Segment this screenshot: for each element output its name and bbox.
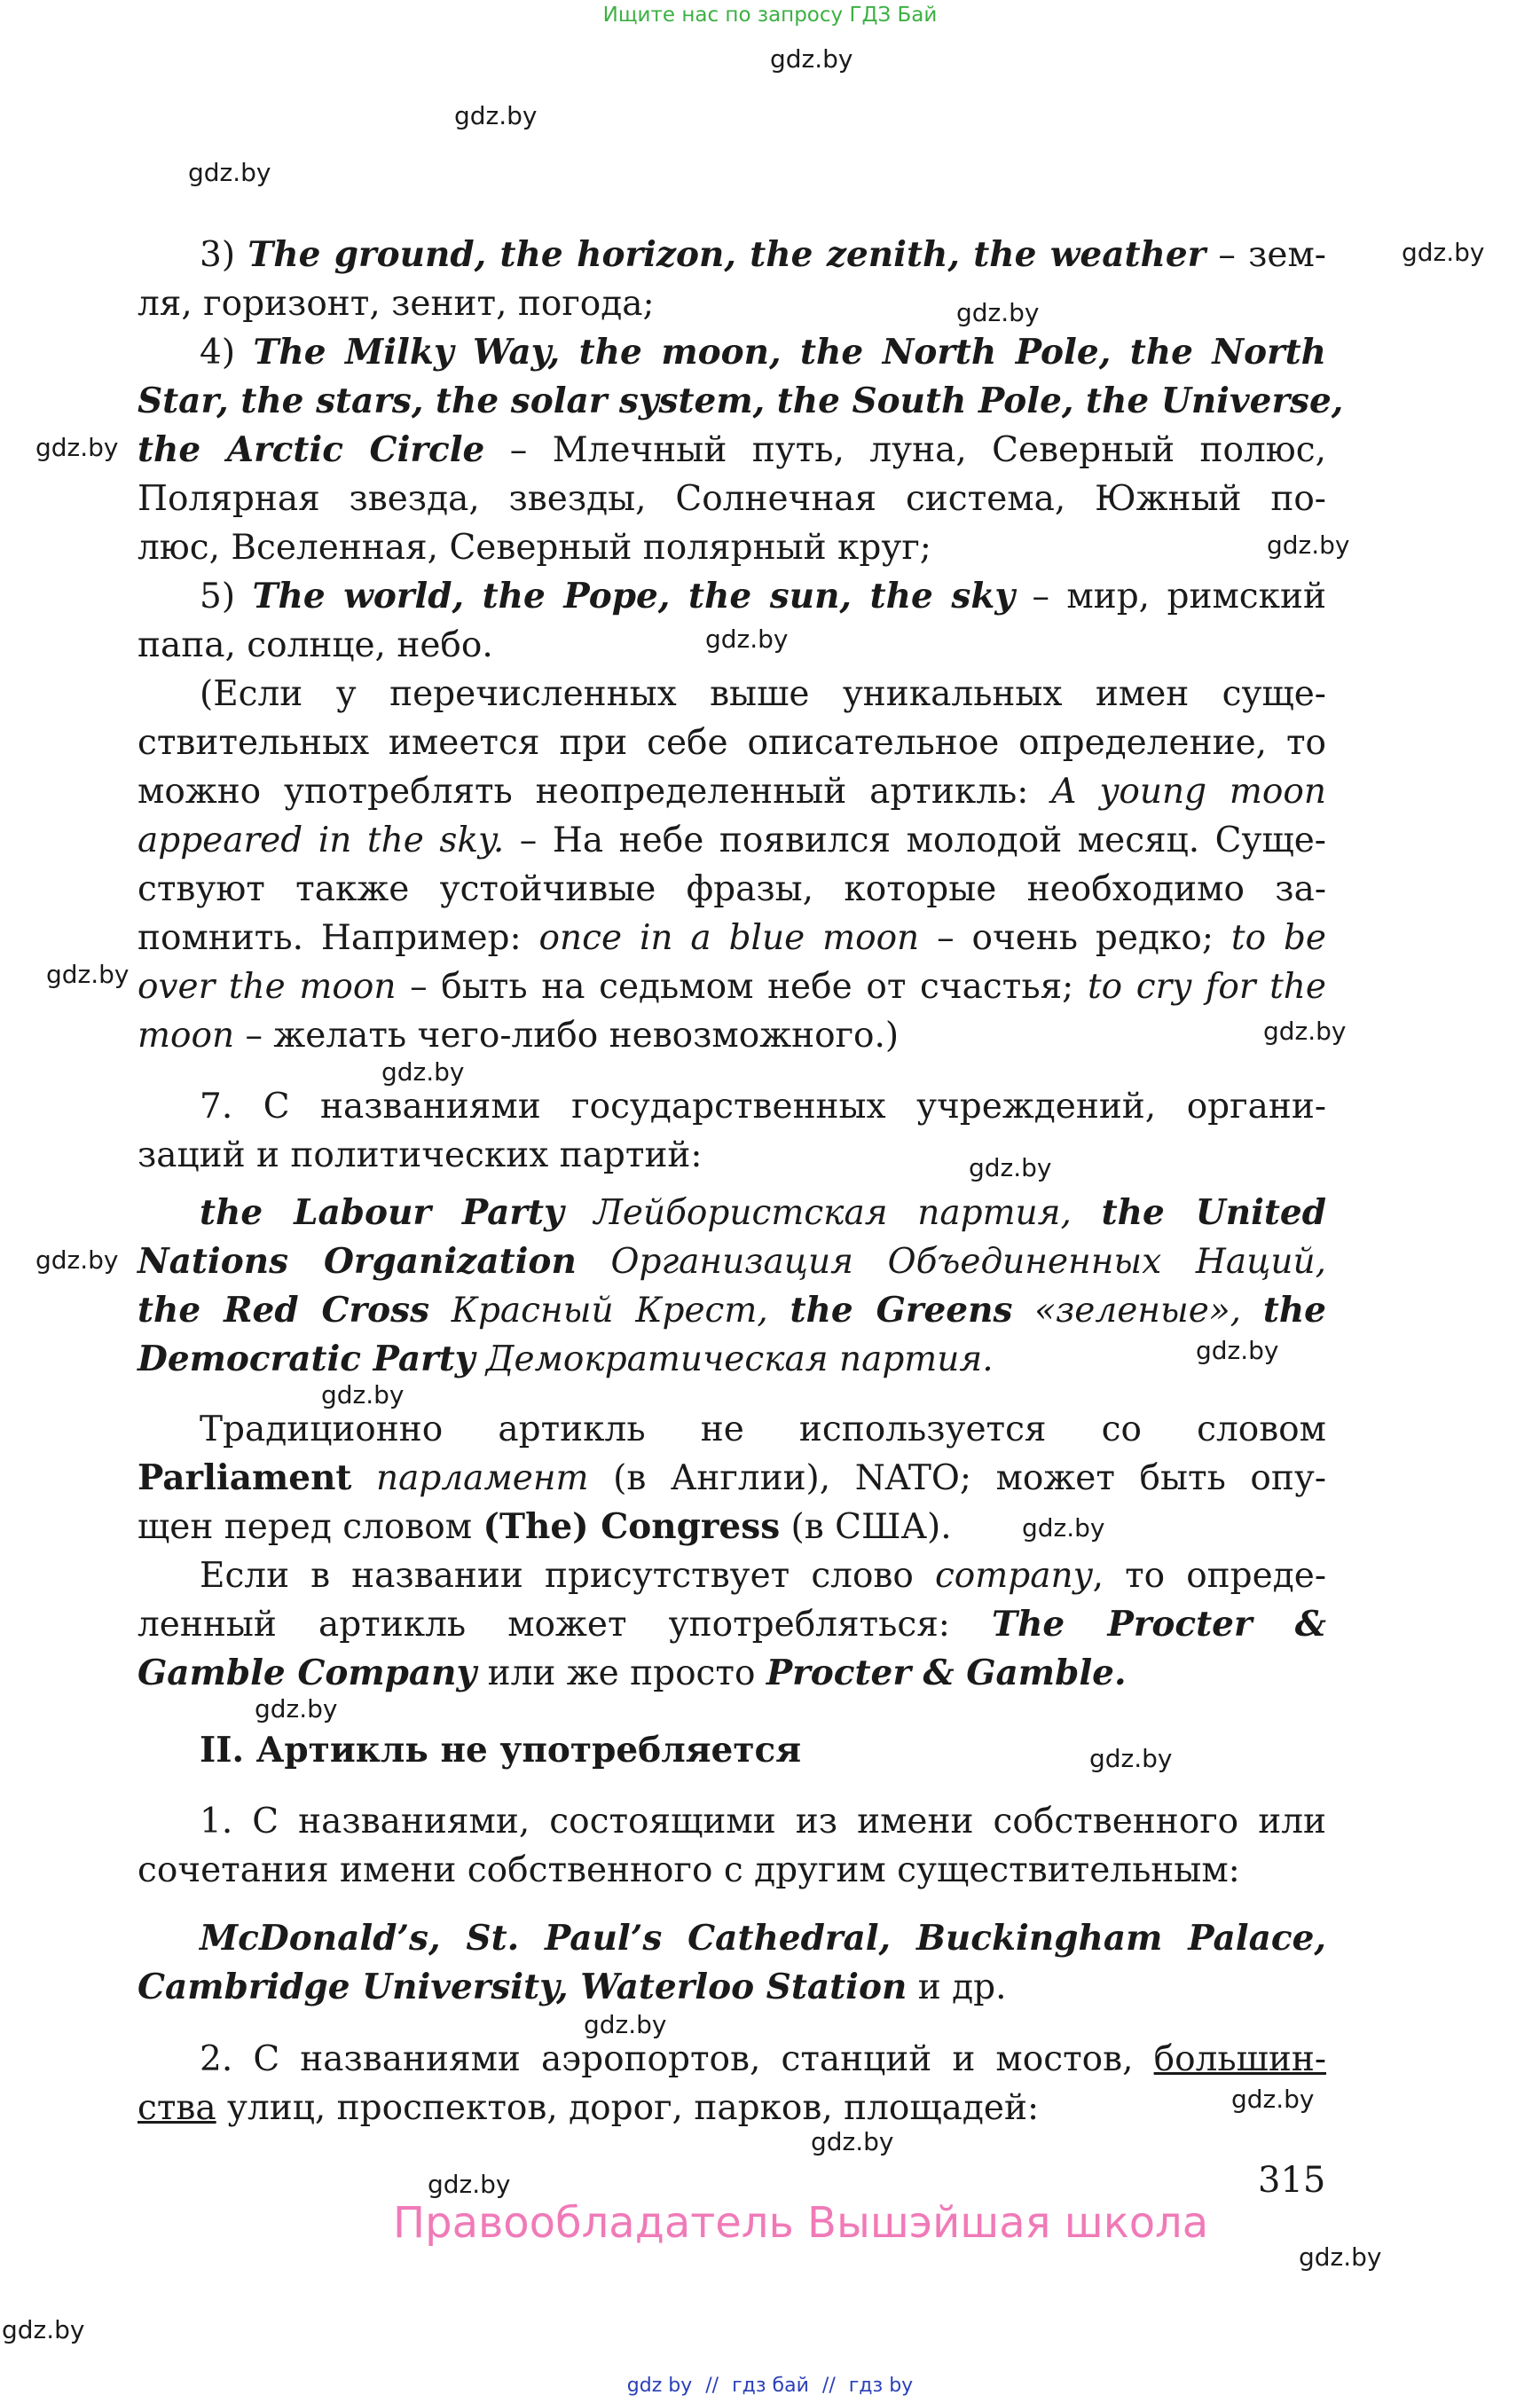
tradition-line3: щен перед словом (The) Congress (в США). bbox=[138, 1506, 952, 1547]
tradition-line1: Традиционно артикль не используется со словом bbox=[200, 1410, 1326, 1449]
item7-line2: заций и политических партий: bbox=[138, 1135, 703, 1175]
footer-links bbox=[0, 2375, 1540, 2397]
note-line6: помнить. Например: once in a blue moon – очень редко; to be bbox=[138, 918, 1326, 958]
watermark: gdz.by bbox=[1089, 1744, 1173, 1773]
watermark: gdz.by bbox=[188, 158, 271, 187]
s2-ex-line2: Cambridge University, Waterloo Station и др. bbox=[138, 1967, 1007, 2007]
section2-para2 bbox=[138, 2035, 1326, 2132]
orgs-line4: Democratic Party Демократическая партия. bbox=[138, 1339, 994, 1379]
item4-line1: 4) The Milky Way, the moon, the North Pole, the North bbox=[200, 332, 1326, 373]
text-block-tradition bbox=[138, 1405, 1326, 1698]
watermark: gdz.by bbox=[1299, 2242, 1382, 2272]
item7-line1: 7. С названиями государственных учреждений, органи- bbox=[200, 1087, 1326, 1127]
section-heading: II. Артикль не употребляется bbox=[200, 1730, 802, 1771]
watermark: gdz.by bbox=[969, 1153, 1052, 1182]
watermark: gdz.by bbox=[35, 1245, 119, 1275]
item5-line1: 5) The world, the Pope, the sun, the sky – мир, римский bbox=[200, 576, 1326, 616]
orgs-line2: Nations Organization Организация Объединенных Наций, bbox=[138, 1241, 1326, 1282]
section2-examples bbox=[138, 1914, 1326, 2012]
watermark: gdz.by bbox=[705, 624, 789, 654]
text-block-items bbox=[138, 231, 1344, 1060]
text-block-orgs bbox=[138, 1189, 1326, 1384]
item4-line2: Star, the stars, the solar system, the South Pole, the Universe, bbox=[138, 381, 1344, 421]
note-line7: over the moon – быть на седьмом небе от счастья; to cry for the bbox=[138, 967, 1326, 1007]
watermark: gdz.by bbox=[1402, 238, 1485, 267]
footer-link[interactable]: gdz by bbox=[626, 2375, 693, 2397]
footer-separator: // bbox=[821, 2375, 836, 2397]
footer-link[interactable]: гдз бай bbox=[732, 2375, 809, 2397]
s2-p2-line2: ства улиц, проспектов, дорог, парков, площадей: bbox=[138, 2088, 1040, 2128]
s2-p2-line1: 2. С названиями аэропортов, станций и мостов, большин- bbox=[200, 2039, 1326, 2079]
company-line1: Если в названии присутствует слово company, то опреде- bbox=[200, 1556, 1326, 1596]
watermark: gdz.by bbox=[1263, 1017, 1347, 1046]
watermark: gdz.by bbox=[35, 433, 119, 462]
item3-line1: 3) The ground, the horizon, the zenith, the weather – зем- bbox=[200, 234, 1326, 275]
note-line3: можно употреблять неопределенный артикль: A young moon bbox=[138, 772, 1326, 812]
item3-line2: ля, горизонт, зенит, погода; bbox=[138, 284, 655, 324]
footer-link[interactable]: гдз by bbox=[848, 2375, 914, 2397]
s2-p1-line1: 1. С названиями, состоящими из имени собственного или bbox=[200, 1802, 1326, 1842]
page-number: 315 bbox=[1258, 2160, 1326, 2201]
note-line4: appeared in the sky. – На небе появился молодой месяц. Суще- bbox=[138, 821, 1326, 860]
watermark: gdz.by bbox=[381, 1057, 465, 1087]
watermark: gdz.by bbox=[321, 1380, 405, 1410]
orgs-line3: the Red Cross Красный Крест, the Greens «зеленые», the bbox=[138, 1290, 1326, 1331]
note-line2: ствительных имеется при себе описательное определение, то bbox=[138, 723, 1326, 763]
item5-line2: папа, солнце, небо. bbox=[138, 625, 493, 665]
note-line8: moon – желать чего-либо невозможного.) bbox=[138, 1016, 900, 1056]
item4-line3: the Arctic Circle – Млечный путь, луна, Северный полюс, bbox=[138, 429, 1326, 470]
watermark: gdz.by bbox=[2, 2315, 85, 2344]
watermark: gdz.by bbox=[584, 2010, 667, 2039]
watermark: gdz.by bbox=[428, 2170, 511, 2199]
item4-line5: люс, Вселенная, Северный полярный круг; bbox=[138, 528, 931, 568]
company-line3: Gamble Company или же просто Procter & Gamble. bbox=[138, 1653, 1127, 1693]
rights-holder: Правообладатель Вышэйшая школа bbox=[393, 2198, 1209, 2248]
note-line5: ствуют также устойчивые фразы, которые необходимо за- bbox=[138, 869, 1326, 909]
tradition-line2: Parliament парламент (в Англии), NATO; может быть опу- bbox=[138, 1457, 1326, 1498]
item4-line4: Полярная звезда, звезды, Солнечная система, Южный по- bbox=[138, 479, 1326, 519]
watermark: gdz.by bbox=[255, 1694, 338, 1724]
text-block-item7 bbox=[138, 1082, 1326, 1180]
top-banner: Ищите нас по запросу ГДЗ Бай bbox=[602, 4, 938, 27]
watermark: gdz.by bbox=[1267, 530, 1350, 560]
s2-ex-line1: McDonald’s, St. Paul’s Cathedral, Buckingham Palace, bbox=[200, 1918, 1326, 1959]
watermark: gdz.by bbox=[1196, 1336, 1279, 1365]
footer-separator: // bbox=[705, 2375, 719, 2397]
watermark: gdz.by bbox=[46, 960, 130, 989]
watermark: gdz.by bbox=[956, 298, 1040, 327]
watermark: gdz.by bbox=[770, 44, 853, 74]
watermark: gdz.by bbox=[1231, 2085, 1315, 2114]
watermark: gdz.by bbox=[454, 101, 538, 130]
s2-p1-line2: сочетания имени собственного с другим существительным: bbox=[138, 1850, 1240, 1890]
company-line2: ленный артикль может употребляться: The Procter & bbox=[138, 1604, 1326, 1645]
watermark: gdz.by bbox=[811, 2127, 894, 2156]
section2-para1 bbox=[138, 1797, 1326, 1895]
watermark: gdz.by bbox=[1022, 1513, 1105, 1543]
orgs-line1: the Labour Party Лейбористская партия, the United bbox=[200, 1192, 1326, 1233]
note-line1: (Если у перечисленных выше уникальных имен суще- bbox=[200, 674, 1326, 714]
